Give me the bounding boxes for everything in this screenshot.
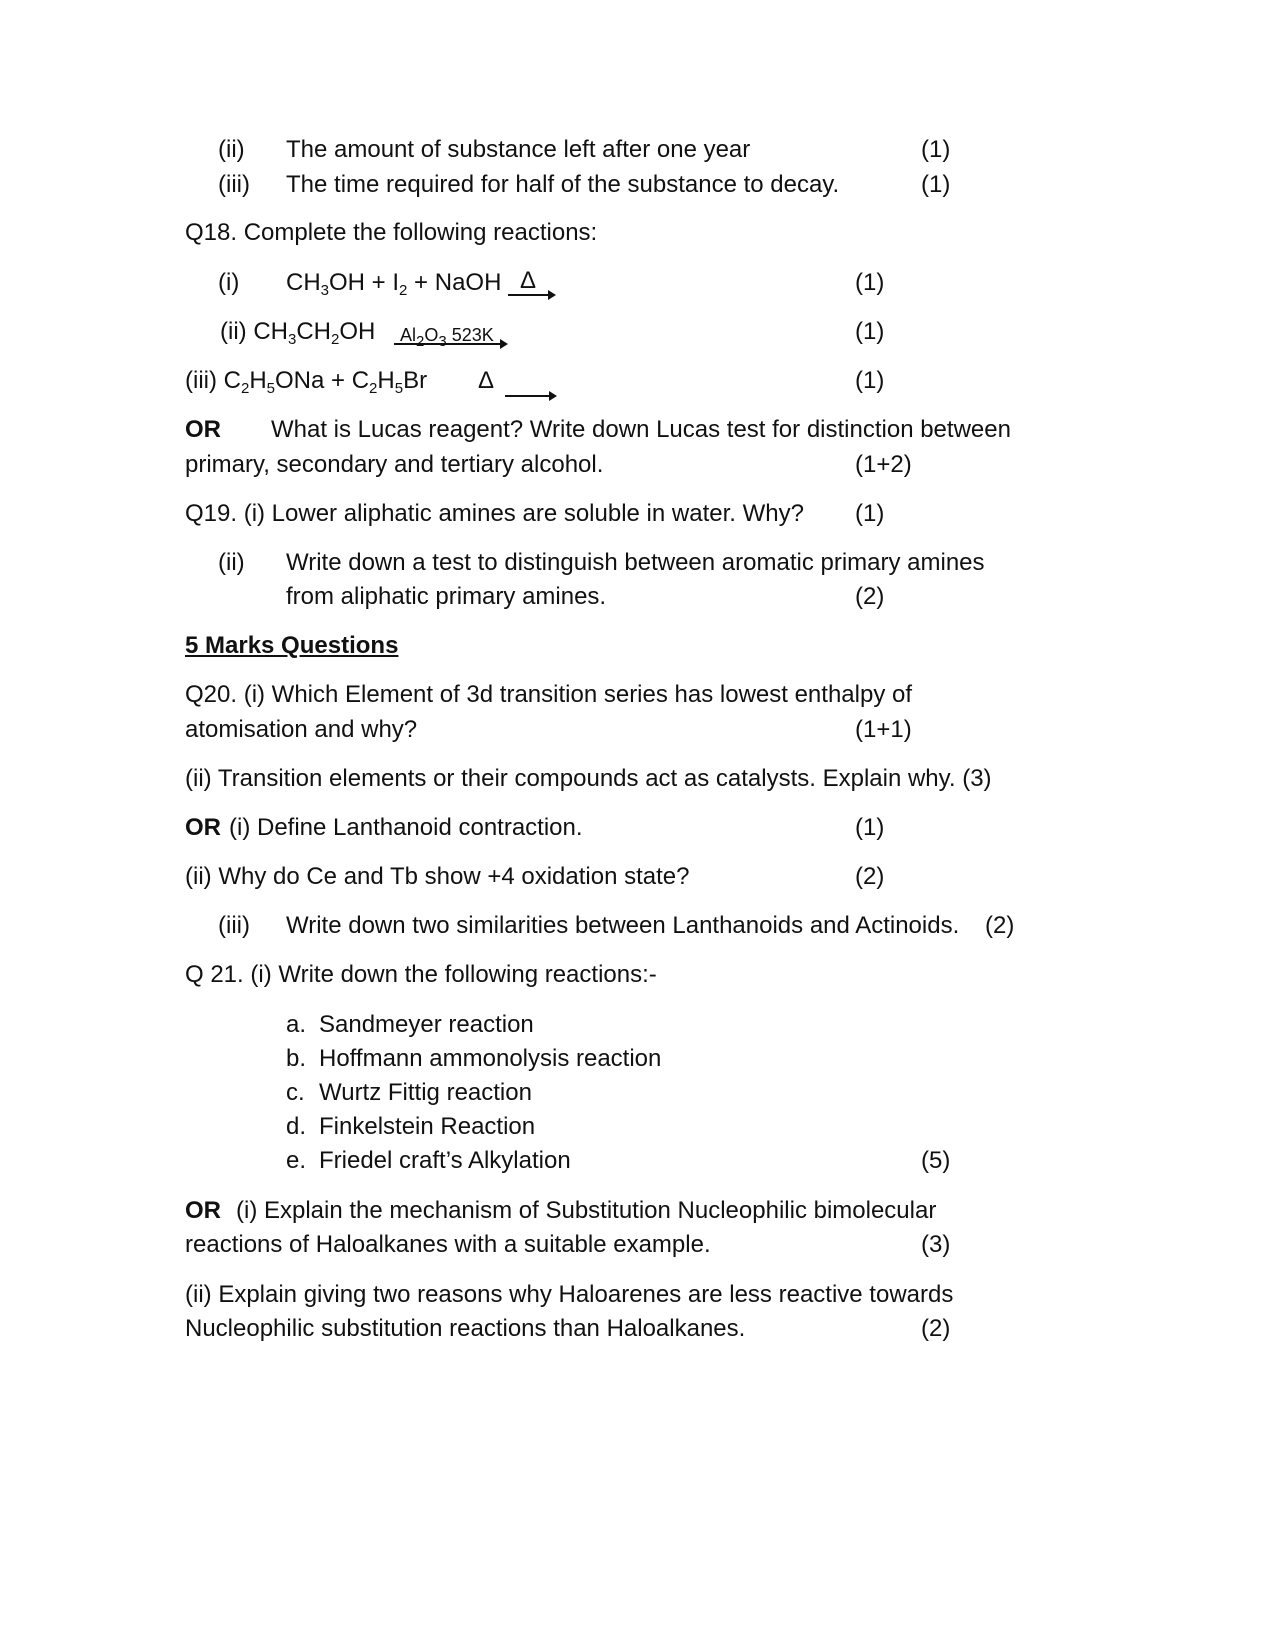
reaction-condition: $Al_2O_3$ 523K [400,325,494,350]
question-text: (ii) Why do Ce and Tb show +4 oxidation state? [185,863,690,890]
marks: (1) [855,318,885,345]
list-item: Friedel craft’s Alkylation [319,1147,571,1174]
marks: (2) [855,863,885,890]
list-item: Wurtz Fittig reaction [319,1079,532,1106]
question-text: The amount of substance left after one year [286,136,751,163]
question-text: What is Lucas reagent? Write down Lucas test for distinction between [271,416,1011,443]
section-heading: 5 Marks Questions [185,632,399,659]
reaction-arrow-icon [394,337,512,351]
marks: (1) [855,500,885,527]
question-text: Write down two similarities between Lanthanoids and Actinoids. [286,912,960,939]
question-text: (ii) Transition elements or their compounds act as catalysts. Explain why. (3) [185,765,992,792]
item-number: (iii) [218,171,250,198]
question-text: The time required for half of the substance to decay. [286,171,840,198]
question-text: from aliphatic primary amines. [286,583,607,610]
reaction-arrow-icon [508,287,558,301]
list-item: Finkelstein Reaction [319,1113,536,1140]
reaction-arrow-icon [505,388,560,402]
question-text: (i) Explain the mechanism of Substitution Nucleophilic bimolecular [236,1197,937,1224]
or-label: OR [185,416,221,443]
marks: (1+2) [855,451,912,478]
marks: (5) [921,1147,951,1174]
or-label: OR [185,1197,221,1224]
marks: (2) [855,583,885,610]
marks: (3) [921,1231,951,1258]
list-letter: c. [286,1079,305,1106]
question-text: reactions of Haloalkanes with a suitable example. [185,1231,711,1258]
reaction-formula: (iii) $C_2H_5ONa + C_2H_5Br$ [185,367,428,397]
marks: (2) [985,912,1015,939]
or-label: OR [185,814,221,841]
list-letter: d. [286,1113,307,1140]
marks: (1) [921,136,951,163]
question-title: Q18. Complete the following reactions: [185,219,598,246]
question-text: Write down a test to distinguish between aromatic primary amines [286,549,985,576]
marks: (1) [855,814,885,841]
reaction-formula: (ii) $CH_3CH_2OH$ [220,318,376,348]
marks: (1) [855,367,885,394]
list-letter: b. [286,1045,307,1072]
reaction-formula: $CH_3OH + I_2$ + NaOH [286,269,502,299]
item-number: (ii) [218,136,245,163]
question-text: Q20. (i) Which Element of 3d transition series has lowest enthalpy of [185,681,913,708]
marks: (2) [921,1315,951,1342]
list-letter: a. [286,1011,307,1038]
reaction-condition: Δ [478,367,495,394]
question-text: primary, secondary and tertiary alcohol. [185,451,604,478]
list-item: Sandmeyer reaction [319,1011,534,1038]
reaction-condition: Δ [520,267,537,294]
marks: (1) [921,171,951,198]
question-text: atomisation and why? [185,716,418,743]
list-item: Hoffmann ammonolysis reaction [319,1045,662,1072]
question-text: (ii) Explain giving two reasons why Haloarenes are less reactive towards [185,1281,954,1308]
question-text: Q19. (i) Lower aliphatic amines are soluble in water. Why? [185,500,804,527]
marks: (1) [855,269,885,296]
question-text: Nucleophilic substitution reactions than Haloalkanes. [185,1315,746,1342]
item-number: (ii) [218,549,245,576]
item-number: (iii) [218,912,250,939]
marks: (1+1) [855,716,912,743]
item-number: (i) [218,269,240,296]
question-title: Q 21. (i) Write down the following reactions:- [185,961,657,988]
list-letter: e. [286,1147,307,1174]
question-text: (i) Define Lanthanoid contraction. [229,814,583,841]
